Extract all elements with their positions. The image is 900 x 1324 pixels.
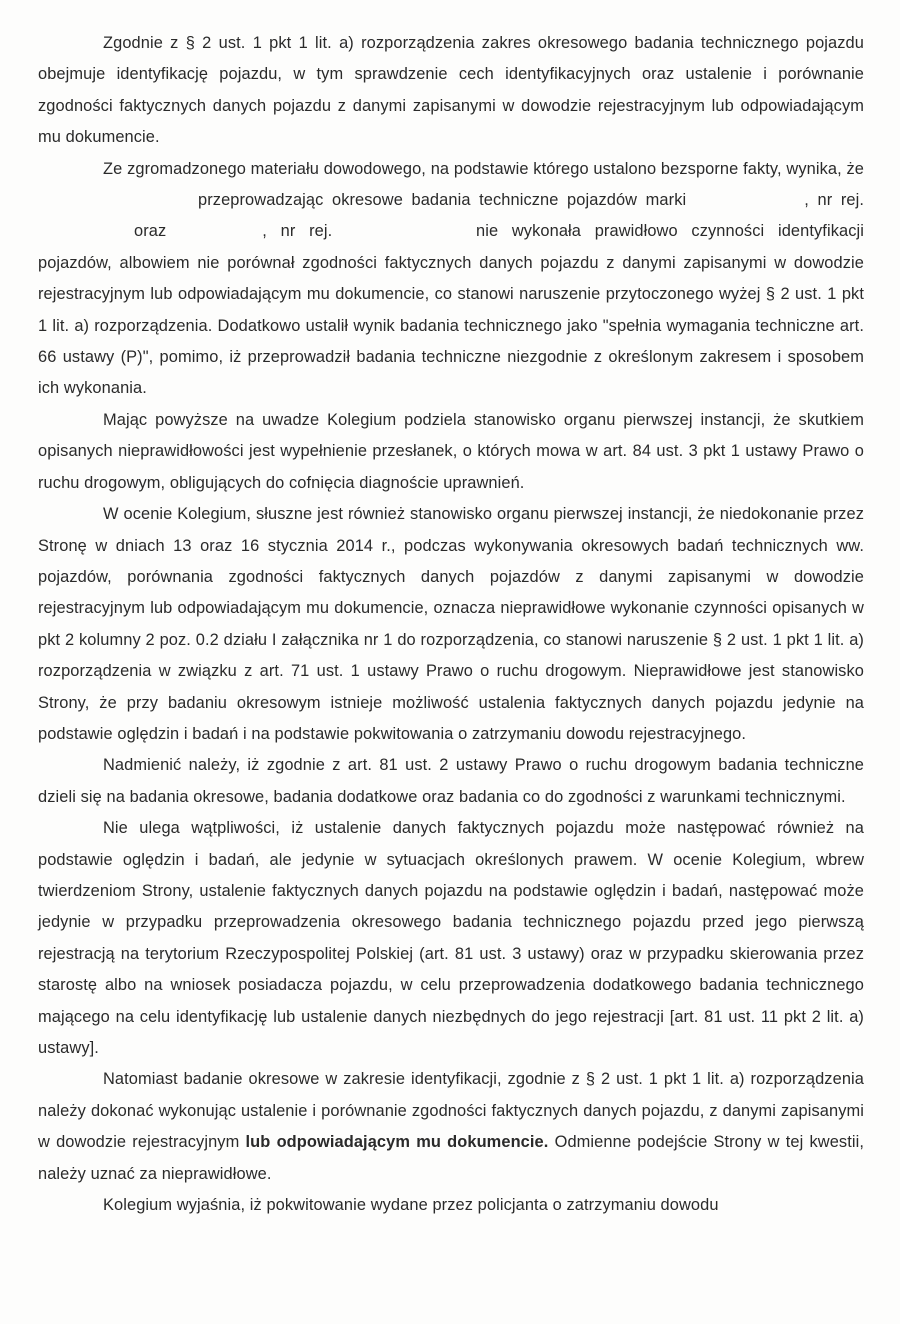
paragraph-scope-of-inspection: Zgodnie z § 2 ust. 1 pkt 1 lit. a) rozporządzenia zakres okresowego badania technicznego pojazdu obejmuje identyfikację pojazdu, w tym sprawdzenie cech identyfikacyjnych oraz ustalenie i porównanie zgodności faktycznych danych pojazdu z danymi zapisanymi w dowodzie rejestracyjnym lub odpowiadającym mu dokumencie. (38, 34, 864, 147)
document-body (38, 28, 864, 1221)
p2-text-d: oraz (134, 222, 167, 241)
p2-text-e: , nr rej. (262, 222, 333, 241)
p7-text-b: Odmienne podejście Strony w tej kwestii, należy uznać za nieprawidłowe. (38, 1133, 865, 1183)
paragraph-college-position: Mając powyższe na uwadze Kolegium podziela stanowisko organu pierwszej instancji, że skutkiem opisanych nieprawidłowości jest wypełnienie przesłanek, o których mowa w art. 84 ust. 3 pkt 1 ustawy Prawo o ruchu drogowym, obligujących do cofnięcia diagnoście uprawnień. (38, 410, 864, 492)
p7-text-a: Natomiast badanie okresowe w zakresie identyfikacji, zgodnie z § 2 ust. 1 pkt 1 lit. a) rozporządzenia należy dokonać wykonując ustalenie i porównanie zgodności faktycznych danych pojazdu, z danymi zapisanymi w dowodzie rejestracyjnym (38, 1070, 864, 1152)
paragraph-inspection-types: Nadmienić należy, iż zgodnie z art. 81 ust. 2 ustawy Prawo o ruchu drogowym badania techniczne dzieli się na badania okresowe, badania dodatkowe oraz badania co do zgodności z warunkami technicznymi. (38, 756, 864, 806)
paragraph-evidence-findings (38, 154, 864, 405)
paragraph-data-determination: Nie ulega wątpliwości, iż ustalenie danych faktycznych pojazdu może następować również na podstawie oględzin i badań, ale jedynie w sytuacjach określonych prawem. W ocenie Kolegium, wbrew twierdzeniom Strony, ustalenie faktycznych danych pojazdu na podstawie oględzin i badań, następować może jedynie w przypadku przeprowadzenia okresowego badania technicznego pojazdu przed jego pierwszą rejestracją na terytorium Rzeczypospolitej Polskiej (art. 81 ust. 3 ustawy) oraz w przypadku skierowania przez starostę albo na wniosek posiadacza pojazdu, w celu przeprowadzenia dodatkowego badania technicznego mającego na celu identyfikację lub ustalenie danych niezbędnych do jego rejestracji [art. 81 ust. 11 pkt 2 lit. a) ustawy]. (38, 819, 864, 1057)
paragraph-college-explains: Kolegium wyjaśnia, iż pokwitowanie wydane przez policjanta o zatrzymaniu dowodu (103, 1196, 719, 1215)
p2-text-b: przeprowadzając okresowe badania techniczne pojazdów marki (198, 191, 687, 210)
p7-bold-text: lub odpowiadającym mu dokumencie. (245, 1133, 549, 1152)
p2-text-a: Ze zgromadzonego materiału dowodowego, na podstawie którego ustalono bezsporne fakty, wynika, że (103, 159, 864, 178)
paragraph-college-assessment: W ocenie Kolegium, słuszne jest również stanowisko organu pierwszej instancji, że niedokonanie przez Stronę w dniach 13 oraz 16 stycznia 2014 r., podczas wykonywania okresowych badań technicznych ww. pojazdów, porównania zgodności faktycznych danych pojazdów z danymi zapisanymi w dowodzie rejestracyjnym lub odpowiadającym mu dokumencie, oznacza nieprawidłowe wykonanie czynności opisanych w pkt 2 kolumny 2 poz. 0.2 działu I załącznika nr 1 do rozporządzenia, co stanowi naruszenie § 2 ust. 1 pkt 1 lit. a) rozporządzenia w związku z art. 71 ust. 1 ustawy Prawo o ruchu drogowym. Nieprawidłowe jest stanowisko Strony, że przy badaniu okresowym istnieje możliwość ustalenia faktycznych danych pojazdu jedynie na podstawie oględzin i badań i na podstawie pokwitowania o zatrzymaniu dowodu rejestracyjnego. (38, 505, 864, 743)
paragraph-periodic-inspection (38, 1064, 864, 1190)
p2-text-c: , nr rej. (804, 191, 864, 210)
p2-text-f: nie wykonała prawidłowo czynności identyfikacji pojazdów, albowiem nie porównał zgodności faktycznych danych pojazdu z danymi zapisanymi w dowodzie rejestracyjnym lub odpowiadającym mu dokumencie, co stanowi naruszenie przytoczonego wyżej § 2 ust. 1 pkt 1 lit. a) rozporządzenia. Dodatkowo ustalił wynik badania technicznego jako "spełnia wymagania techniczne art. 66 ustawy (P)", pomimo, iż przeprowadził badania techniczne niezgodnie z określonym zakresem i sposobem ich wykonania. (38, 222, 864, 398)
